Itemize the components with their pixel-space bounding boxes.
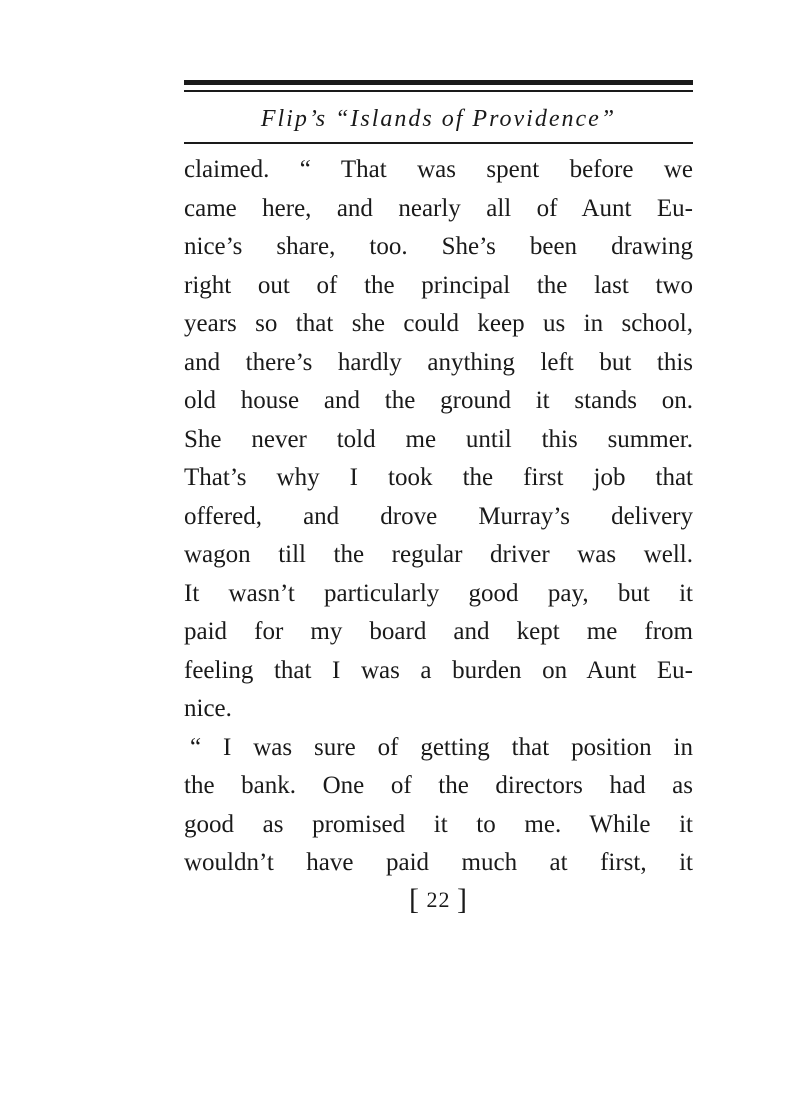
text-line: and there’s hardly anything left but this (184, 348, 693, 376)
text-line: the bank. One of the directors had as (184, 772, 693, 799)
text-line: It wasn’t particularly good pay, but it (184, 579, 693, 607)
text-line: “ I was sure of getting that position in (190, 733, 693, 761)
text-line: feeling that I was a burden on Aunt Eu- (184, 656, 693, 684)
text-line: right out of the principal the last two (184, 271, 693, 299)
text-line: claimed. “ That was spent before we (184, 156, 693, 183)
text-line: paid for my board and kept me from (184, 618, 693, 645)
bracket-open: [ (409, 883, 420, 916)
header-rule-thick (184, 80, 693, 85)
header-rule-thin (184, 90, 693, 92)
text-line: good as promised it to me. While it (184, 810, 693, 838)
page-number (184, 880, 693, 920)
text-line: wouldn’t have paid much at first, it (184, 849, 693, 876)
text-line: offered, and drove Murray’s delivery (184, 502, 693, 530)
header-rule-bottom (184, 142, 693, 144)
text-line: wagon till the regular driver was well. (184, 541, 693, 568)
bracket-close: ] (457, 883, 468, 916)
text-line: years so that she could keep us in school, (184, 310, 693, 337)
text-line: She never told me until this summer. (184, 425, 693, 453)
running-title: Flip’s “Islands of Providence” (260, 106, 617, 132)
text-line: old house and the ground it stands on. (184, 387, 693, 414)
text-line: came here, and nearly all of Aunt Eu- (184, 194, 693, 222)
text-line: nice’s share, too. She’s been drawing (184, 233, 693, 260)
body-text (184, 151, 693, 883)
text-line: nice. (184, 695, 232, 722)
page-number-value: 22 (426, 887, 451, 912)
text-line: That’s why I took the first job that (184, 464, 693, 491)
